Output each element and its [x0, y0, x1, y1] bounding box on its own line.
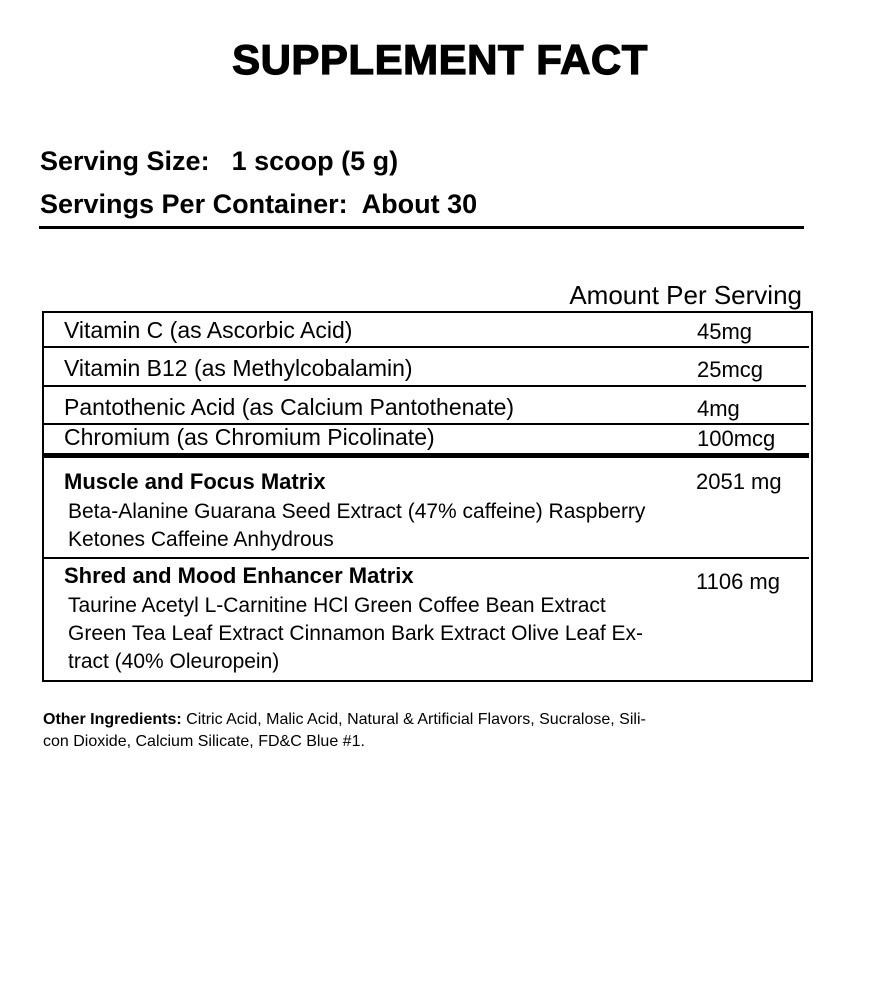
vitamin-amount: 45mg — [697, 319, 753, 344]
serving-size-value: 1 scoop (5 g) — [231, 146, 399, 176]
servings-per-container-value: About 30 — [361, 189, 478, 219]
row-divider — [44, 385, 806, 387]
servings-per-container-line — [40, 189, 477, 220]
matrix-name: Shred and Mood Enhancer Matrix — [64, 563, 414, 588]
other-ingredients-line — [43, 709, 803, 731]
ingredients-line: tract (40% Oleuropein) — [68, 650, 280, 673]
header-rule — [39, 226, 804, 229]
ingredients-line: Beta-Alanine Guarana Seed Extract (47% caffeine) Raspberry — [68, 500, 646, 523]
serving-size-line — [40, 146, 398, 177]
amount-per-serving-header: Amount Per Serving — [569, 280, 802, 310]
vitamin-amount: 4mg — [697, 396, 740, 421]
other-ingredients-line: con Dioxide, Calcium Silicate, FD&C Blue #1. — [43, 733, 365, 750]
matrix-amount: 2051 mg — [696, 469, 782, 494]
vitamin-name: Vitamin B12 (as Methylcobalamin) — [64, 355, 413, 381]
vitamin-name: Chromium (as Chromium Picolinate) — [64, 424, 435, 450]
matrix-name: Muscle and Focus Matrix — [64, 469, 326, 494]
ingredients-line: Ketones Caffeine Anhydrous — [68, 528, 334, 551]
matrix-ingredients — [68, 498, 768, 554]
row-divider — [44, 346, 809, 348]
vitamin-name: Vitamin C (as Ascorbic Acid) — [64, 317, 353, 343]
other-ingredients-text: Citric Acid, Malic Acid, Natural & Artificial Flavors, Sucralose, Sili- — [181, 711, 646, 728]
vitamin-amount: 100mcg — [697, 426, 776, 451]
matrix-amount: 1106 mg — [696, 569, 780, 594]
section-divider — [44, 453, 809, 458]
facts-table — [42, 311, 813, 682]
page-title: SUPPLEMENT FACT — [232, 36, 648, 83]
servings-per-container-label: Servings Per Container: — [40, 189, 348, 219]
ingredients-line: Taurine Acetyl L-Carnitine HCl Green Coffee Bean Extract — [68, 594, 606, 617]
row-divider — [44, 557, 809, 559]
vitamin-amount: 25mcg — [697, 357, 764, 382]
serving-size-label: Serving Size: — [40, 146, 210, 176]
other-ingredients — [43, 709, 803, 753]
matrix-ingredients — [68, 592, 768, 676]
vitamin-name: Pantothenic Acid (as Calcium Pantothenate) — [64, 394, 515, 420]
ingredients-line: Green Tea Leaf Extract Cinnamon Bark Extract Olive Leaf Ex- — [68, 622, 644, 645]
other-ingredients-label: Other Ingredients: — [43, 711, 182, 728]
